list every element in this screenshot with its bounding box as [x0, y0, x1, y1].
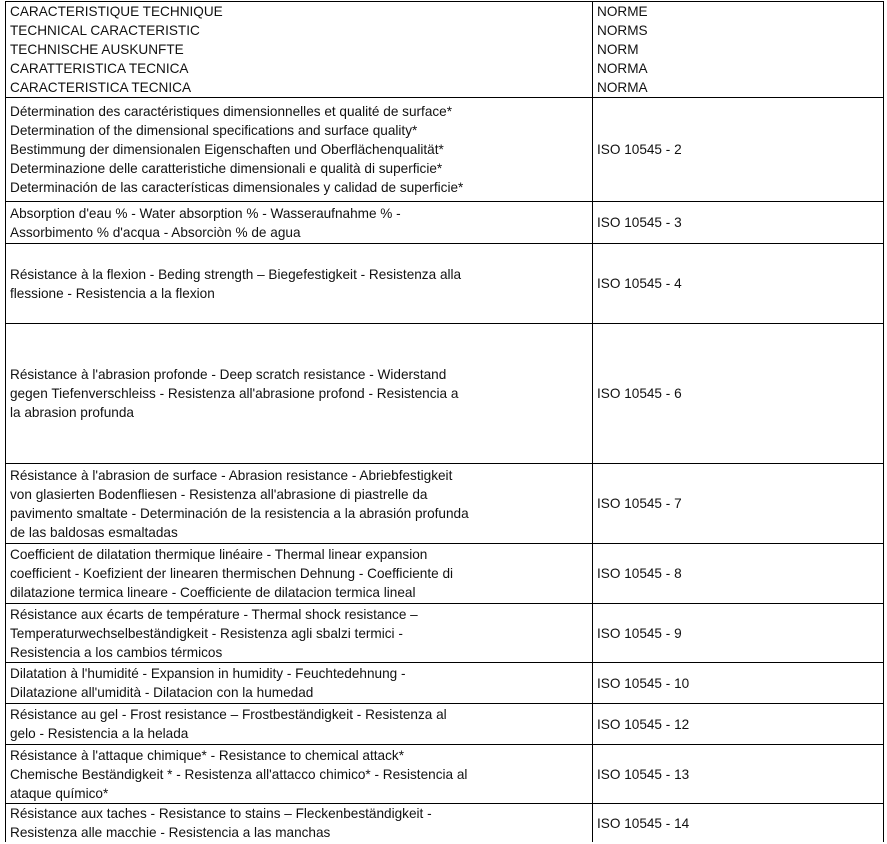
characteristic-cell	[6, 244, 593, 324]
norm-cell: ISO 10545 - 6	[593, 324, 884, 464]
norm-header-de: NORM	[597, 42, 639, 57]
characteristic-header-es: CARACTERISTICA TECNICA	[10, 80, 192, 95]
norm-header-en: NORMS	[597, 23, 648, 38]
characteristic-cell	[6, 663, 593, 704]
characteristic-line: la abrasion profunda	[10, 405, 134, 420]
norm-cell: ISO 10545 - 8	[593, 544, 884, 604]
characteristic-line: dilatazione termica lineare - Coefficiente de dilatacion termica lineal	[10, 585, 416, 600]
characteristic-line: Détermination des caractéristiques dimensionnelles et qualité de surface*	[10, 104, 453, 119]
characteristic-line: Dilatation à l'humidité - Expansion in humidity - Feuchtedehnung -	[10, 666, 406, 681]
technical-specifications-table	[5, 1, 884, 842]
table-row	[6, 604, 884, 663]
characteristic-cell	[6, 324, 593, 464]
characteristic-line: Resistencia a los cambios térmicos	[10, 644, 223, 660]
characteristic-line: Résistance au gel - Frost resistance – Frostbeständigkeit - Resistenza al	[10, 707, 447, 722]
characteristic-line: gegen Tiefenverschleiss - Resistenza all'abrasione profond - Resistencia a	[10, 386, 459, 401]
characteristic-line: Résistance à l'abrasion de surface - Abrasion resistance - Abriebfestigkeit	[10, 467, 453, 483]
characteristic-line: de las baldosas esmaltadas	[10, 524, 178, 540]
characteristic-line: Determinazione delle caratteristiche dimensionali e qualità di superficie*	[10, 161, 443, 176]
characteristic-cell	[6, 98, 593, 202]
characteristic-line: Determinación de las características dimensionales y calidad de superficie*	[10, 180, 464, 195]
table-row	[6, 704, 884, 745]
table-row	[6, 464, 884, 544]
table-row	[6, 804, 884, 843]
characteristic-line: Absorption d'eau % - Water absorption % - Wasseraufnahme % -	[10, 205, 401, 221]
norm-header-it: NORMA	[597, 61, 648, 76]
characteristic-cell	[6, 544, 593, 604]
characteristic-cell	[6, 202, 593, 244]
characteristic-header-fr: CARACTERISTIQUE TECHNIQUE	[10, 4, 223, 19]
table-row	[6, 202, 884, 244]
characteristic-header-de: TECHNISCHE AUSKUNFTE	[10, 42, 184, 57]
characteristic-line: Bestimmung der dimensionalen Eigenschaften und Oberflächenqualität*	[10, 142, 444, 157]
characteristic-line: Dilatazione all'umidità - Dilatacion con la humedad	[10, 685, 314, 700]
table-row	[6, 324, 884, 464]
table-row	[6, 98, 884, 202]
norm-header-fr: NORME	[597, 4, 648, 19]
characteristic-line: Résistance à l'attaque chimique* - Resistance to chemical attack*	[10, 747, 404, 763]
characteristic-line: pavimento smaltate - Determinación de la resistencia a la abrasión profunda	[10, 505, 469, 521]
table-header-row	[6, 2, 884, 98]
norm-cell: ISO 10545 - 14	[593, 804, 884, 843]
characteristic-line: Resistenza alle macchie - Resistencia a las manchas	[10, 825, 331, 840]
characteristic-cell	[6, 804, 593, 843]
characteristic-cell	[6, 604, 593, 663]
characteristic-line: Determination of the dimensional specifications and surface quality*	[10, 123, 418, 138]
characteristic-line: Résistance à la flexion - Beding strength – Biegefestigkeit - Resistenza alla	[10, 266, 462, 282]
norm-cell: ISO 10545 - 13	[593, 745, 884, 804]
norm-header-es: NORMA	[597, 80, 648, 95]
characteristic-line: Résistance aux écarts de température - Thermal shock resistance –	[10, 606, 418, 622]
norm-cell: ISO 10545 - 2	[593, 98, 884, 202]
table-row	[6, 244, 884, 324]
norm-cell: ISO 10545 - 12	[593, 704, 884, 745]
characteristic-line: Coefficient de dilatation thermique linéaire - Thermal linear expansion	[10, 547, 428, 562]
characteristic-line: Chemische Beständigkeit * - Resistenza all'attacco chimico* - Resistencia al	[10, 766, 468, 782]
norm-cell: ISO 10545 - 9	[593, 604, 884, 663]
characteristic-line: Résistance à l'abrasion profonde - Deep scratch resistance - Widerstand	[10, 367, 447, 382]
characteristic-line: coefficient - Koefizient der linearen thermischen Dehnung - Coefficiente di	[10, 566, 454, 581]
norm-header-cell	[593, 2, 884, 98]
characteristic-header-en: TECHNICAL CARACTERISTIC	[10, 23, 200, 38]
characteristic-line: Temperaturwechselbeständigkeit - Resistenza agli sbalzi termici -	[10, 625, 403, 641]
table-row	[6, 745, 884, 804]
norm-cell: ISO 10545 - 7	[593, 464, 884, 544]
norm-cell: ISO 10545 - 4	[593, 244, 884, 324]
characteristic-line: flessione - Resistencia a la flexion	[10, 285, 215, 301]
characteristic-cell	[6, 704, 593, 745]
characteristic-cell	[6, 464, 593, 544]
characteristic-line: ataque químico*	[10, 785, 109, 801]
characteristic-header-cell	[6, 2, 593, 98]
norm-cell: ISO 10545 - 3	[593, 202, 884, 244]
norm-cell: ISO 10545 - 10	[593, 663, 884, 704]
table-row	[6, 544, 884, 604]
characteristic-line: gelo - Resistencia a la helada	[10, 726, 189, 741]
characteristic-line: von glasierten Bodenfliesen - Resistenza all'abrasione di piastrelle da	[10, 486, 428, 502]
table-row	[6, 663, 884, 704]
characteristic-header-it: CARATTERISTICA TECNICA	[10, 61, 189, 76]
characteristic-line: Résistance aux taches - Resistance to stains – Fleckenbeständigkeit -	[10, 806, 432, 821]
characteristic-cell	[6, 745, 593, 804]
characteristic-line: Assorbimento % d'acqua - Absorciòn % de agua	[10, 224, 301, 240]
